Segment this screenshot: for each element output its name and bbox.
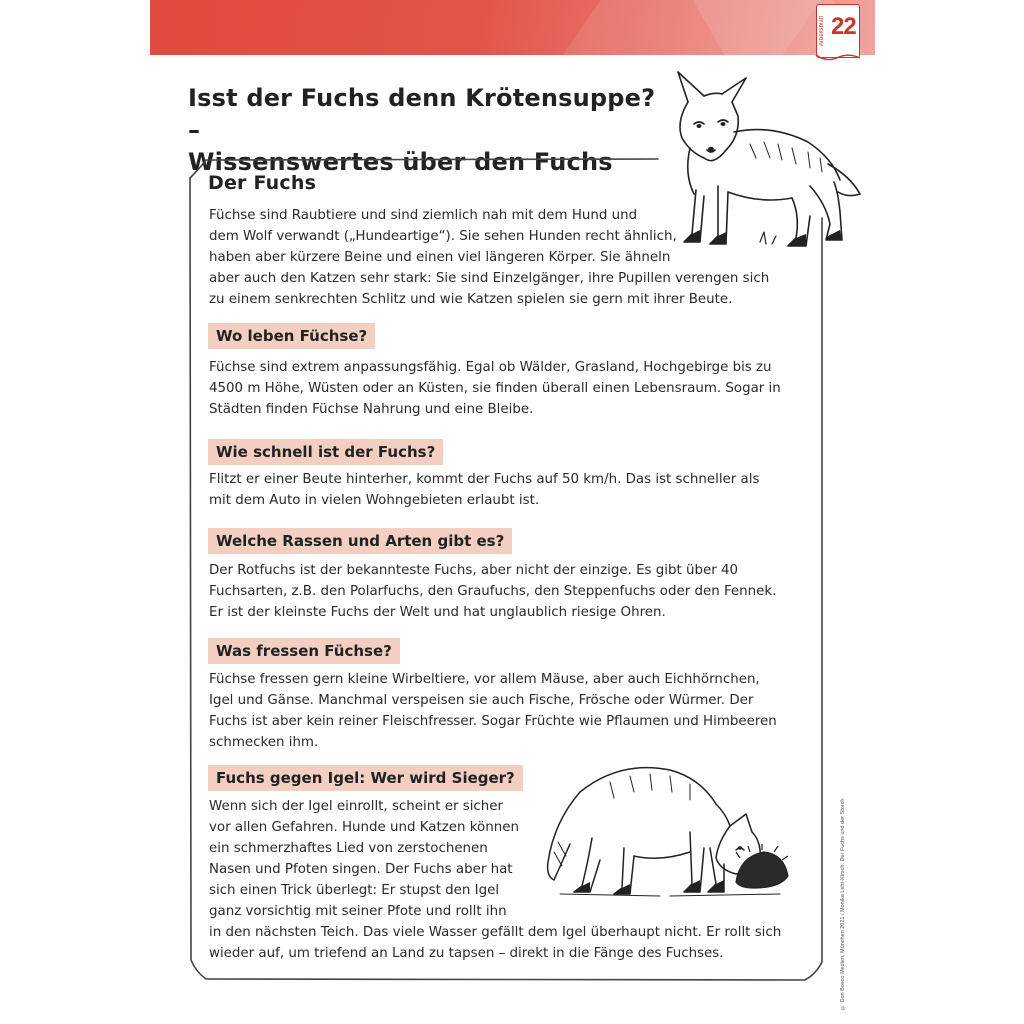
worksheet-page [150,0,875,1024]
intro-line: zu einem senkrechten Schlitz und wie Katzen spielen sie gern mit ihrer Beute. [209,292,733,307]
text-line: Igel und Gänse. Manchmal verspeisen sie auch Fische, Frösche oder Würmer. Der [209,693,754,708]
worksheet-label: Arbeitsblatt [819,16,825,47]
text-line: in den nächsten Teich. Das viele Wasser gefällt dem Igel überhaupt nicht. Er rollt sich [209,925,782,940]
intro-line: aber auch den Katzen sehr stark: Sie sind Einzelgänger, ihre Pupillen verengen sich [209,271,770,286]
text-line: Flitzt er einer Beute hinterher, kommt der Fuchs auf 50 km/h. Das ist schneller als [209,472,760,487]
text-line: Er ist der kleinste Fuchs der Welt und hat unglaublich riesige Ohren. [209,605,666,620]
text-line: mit dem Auto in vielen Wohngebieten erlaubt ist. [209,493,540,508]
text-line: Füchse fressen gern kleine Wirbeltiere, vor allem Mäuse, aber auch Eichhörnchen, [209,672,760,687]
text-line: Wenn sich der Igel einrollt, scheint er sicher [209,799,504,814]
page-curl-icon [815,53,861,63]
fox-and-hedgehog-illustration [540,752,790,902]
text-line: Fuchs ist aber kein reiner Fleischfresser. Sogar Früchte wie Pflaumen und Himbeeren [209,714,777,729]
subheading-speed: Wie schnell ist der Fuchs? [208,439,443,465]
text-line: vor allen Gefahren. Hunde und Katzen können [209,820,519,835]
page-title [188,82,658,178]
paragraph-habitat [209,357,781,420]
text-line: wieder auf, um triefend an Land zu tapsen – direkt in die Fänge des Fuchses. [209,946,724,961]
subheading-habitat: Wo leben Füchse? [208,323,375,349]
paragraph-diet [209,669,777,753]
intro-heading: Der Fuchs [208,172,317,194]
header-band [150,0,875,55]
subheading-diet: Was fressen Füchse? [208,638,400,664]
text-line: ein schmerzhaftes Lied von zerstochenen [209,841,488,856]
worksheet-number: 22 [831,13,856,40]
title-line-1: Isst der Fuchs denn Krötensuppe? – [188,84,656,144]
subheading-fox-vs-hedgehog: Fuchs gegen Igel: Wer wird Sieger? [208,765,523,791]
intro-line: haben aber kürzere Beine und einen viel längeren Körper. Sie ähneln [209,250,671,265]
text-line: Fuchsarten, z.B. den Polarfuchs, den Graufuchs, den Steppenfuchs oder den Fennek. [209,584,777,599]
text-line: schmecken ihm. [209,735,319,750]
paragraph-speed [209,469,759,511]
text-line: Nasen und Pfoten singen. Der Fuchs aber hat [209,862,513,877]
subheading-species: Welche Rassen und Arten gibt es? [208,528,512,554]
intro-line: Füchse sind Raubtiere und sind ziemlich nah mit dem Hund und [209,208,638,223]
text-line: ganz vorsichtig mit seiner Pfote und rollt ihn [209,904,507,919]
intro-paragraph [209,205,769,310]
title-line-2: Wissenswertes über den Fuchs [188,148,613,176]
intro-line: dem Wolf verwandt („Hundeartige“). Sie sehen Hunden recht ähnlich, [209,229,677,244]
worksheet-number-badge [816,4,860,58]
text-line: 4500 m Höhe, Wüsten oder an Küsten, sie finden überall einen Lebensraum. Sogar in [209,381,781,396]
text-line: Füchse sind extrem anpassungsfähig. Egal ob Wälder, Grasland, Hochgebirge bis zu [209,360,772,375]
paragraph-species [209,560,776,623]
text-line: Städten finden Füchse Nahrung und eine Bleibe. [209,402,534,417]
copyright-note: © Don Bosco Medien, München 2021 / Monika Lehr-Kirsch: Der Fuchs und der Storch [840,798,846,1010]
text-line: Der Rotfuchs ist der bekannteste Fuchs, aber nicht der einzige. Es gibt über 40 [209,563,739,578]
text-line: sich einen Trick überlegt: Er stupst den Igel [209,883,500,898]
